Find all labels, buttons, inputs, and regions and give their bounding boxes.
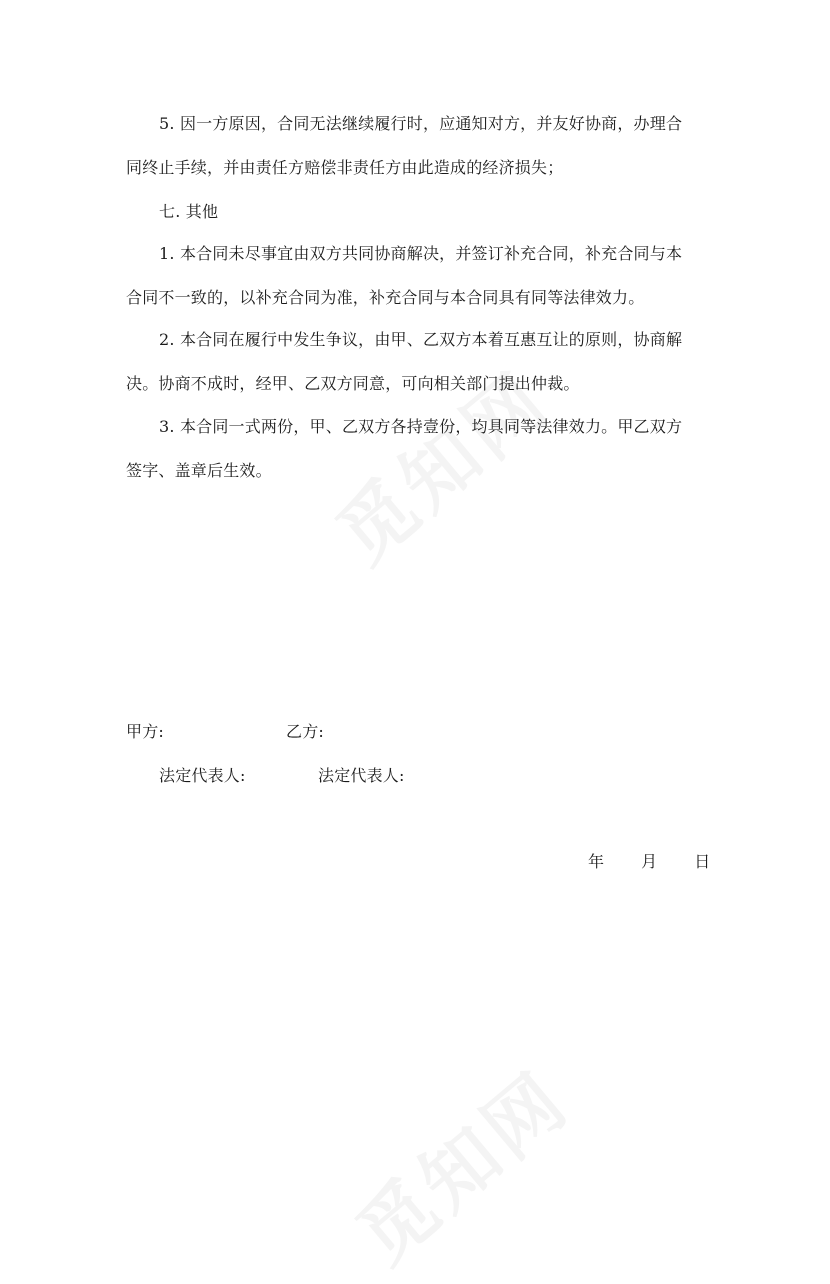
- party-a-label: 甲方:: [126, 722, 164, 741]
- clause-5-line-1: 5. 因一方原因，合同无法继续履行时，应通知对方，并友好协商，办理合: [159, 114, 683, 133]
- date-day-label: 日: [694, 852, 711, 871]
- clause-7-1-line-1: 1. 本合同未尽事宜由双方共同协商解决，并签订补充合同，补充合同与本: [159, 244, 683, 263]
- clause-7-2-line-1: 2. 本合同在履行中发生争议，由甲、乙双方本着互惠互让的原则，协商解: [159, 330, 683, 349]
- party-b-representative-label: 法定代表人:: [318, 766, 405, 785]
- date-year-label: 年: [588, 852, 605, 871]
- signing-date: [588, 852, 710, 872]
- party-a-representative-label: 法定代表人:: [159, 766, 246, 785]
- date-month-label: 月: [641, 852, 658, 871]
- clause-7-3-line-1: 3. 本合同一式两份，甲、乙双方各持壹份，均具同等法律效力。甲乙双方: [159, 417, 683, 436]
- watermark: [330, 1042, 589, 1284]
- clause-7-1-line-2: 合同不一致的，以补充合同为准，补充合同与本合同具有同等法律效力。: [126, 288, 645, 307]
- clause-5-line-2: 同终止手续，并由责任方赔偿非责任方由此造成的经济损失；: [126, 158, 564, 177]
- clause-7-3-line-2: 签字、盖章后生效。: [126, 461, 272, 480]
- clause-7-2-line-2: 决。协商不成时，经甲、乙双方同意，可向相关部门提出仲裁。: [126, 374, 580, 393]
- section-7-heading: 七. 其他: [159, 202, 219, 221]
- party-b-label: 乙方:: [286, 722, 324, 741]
